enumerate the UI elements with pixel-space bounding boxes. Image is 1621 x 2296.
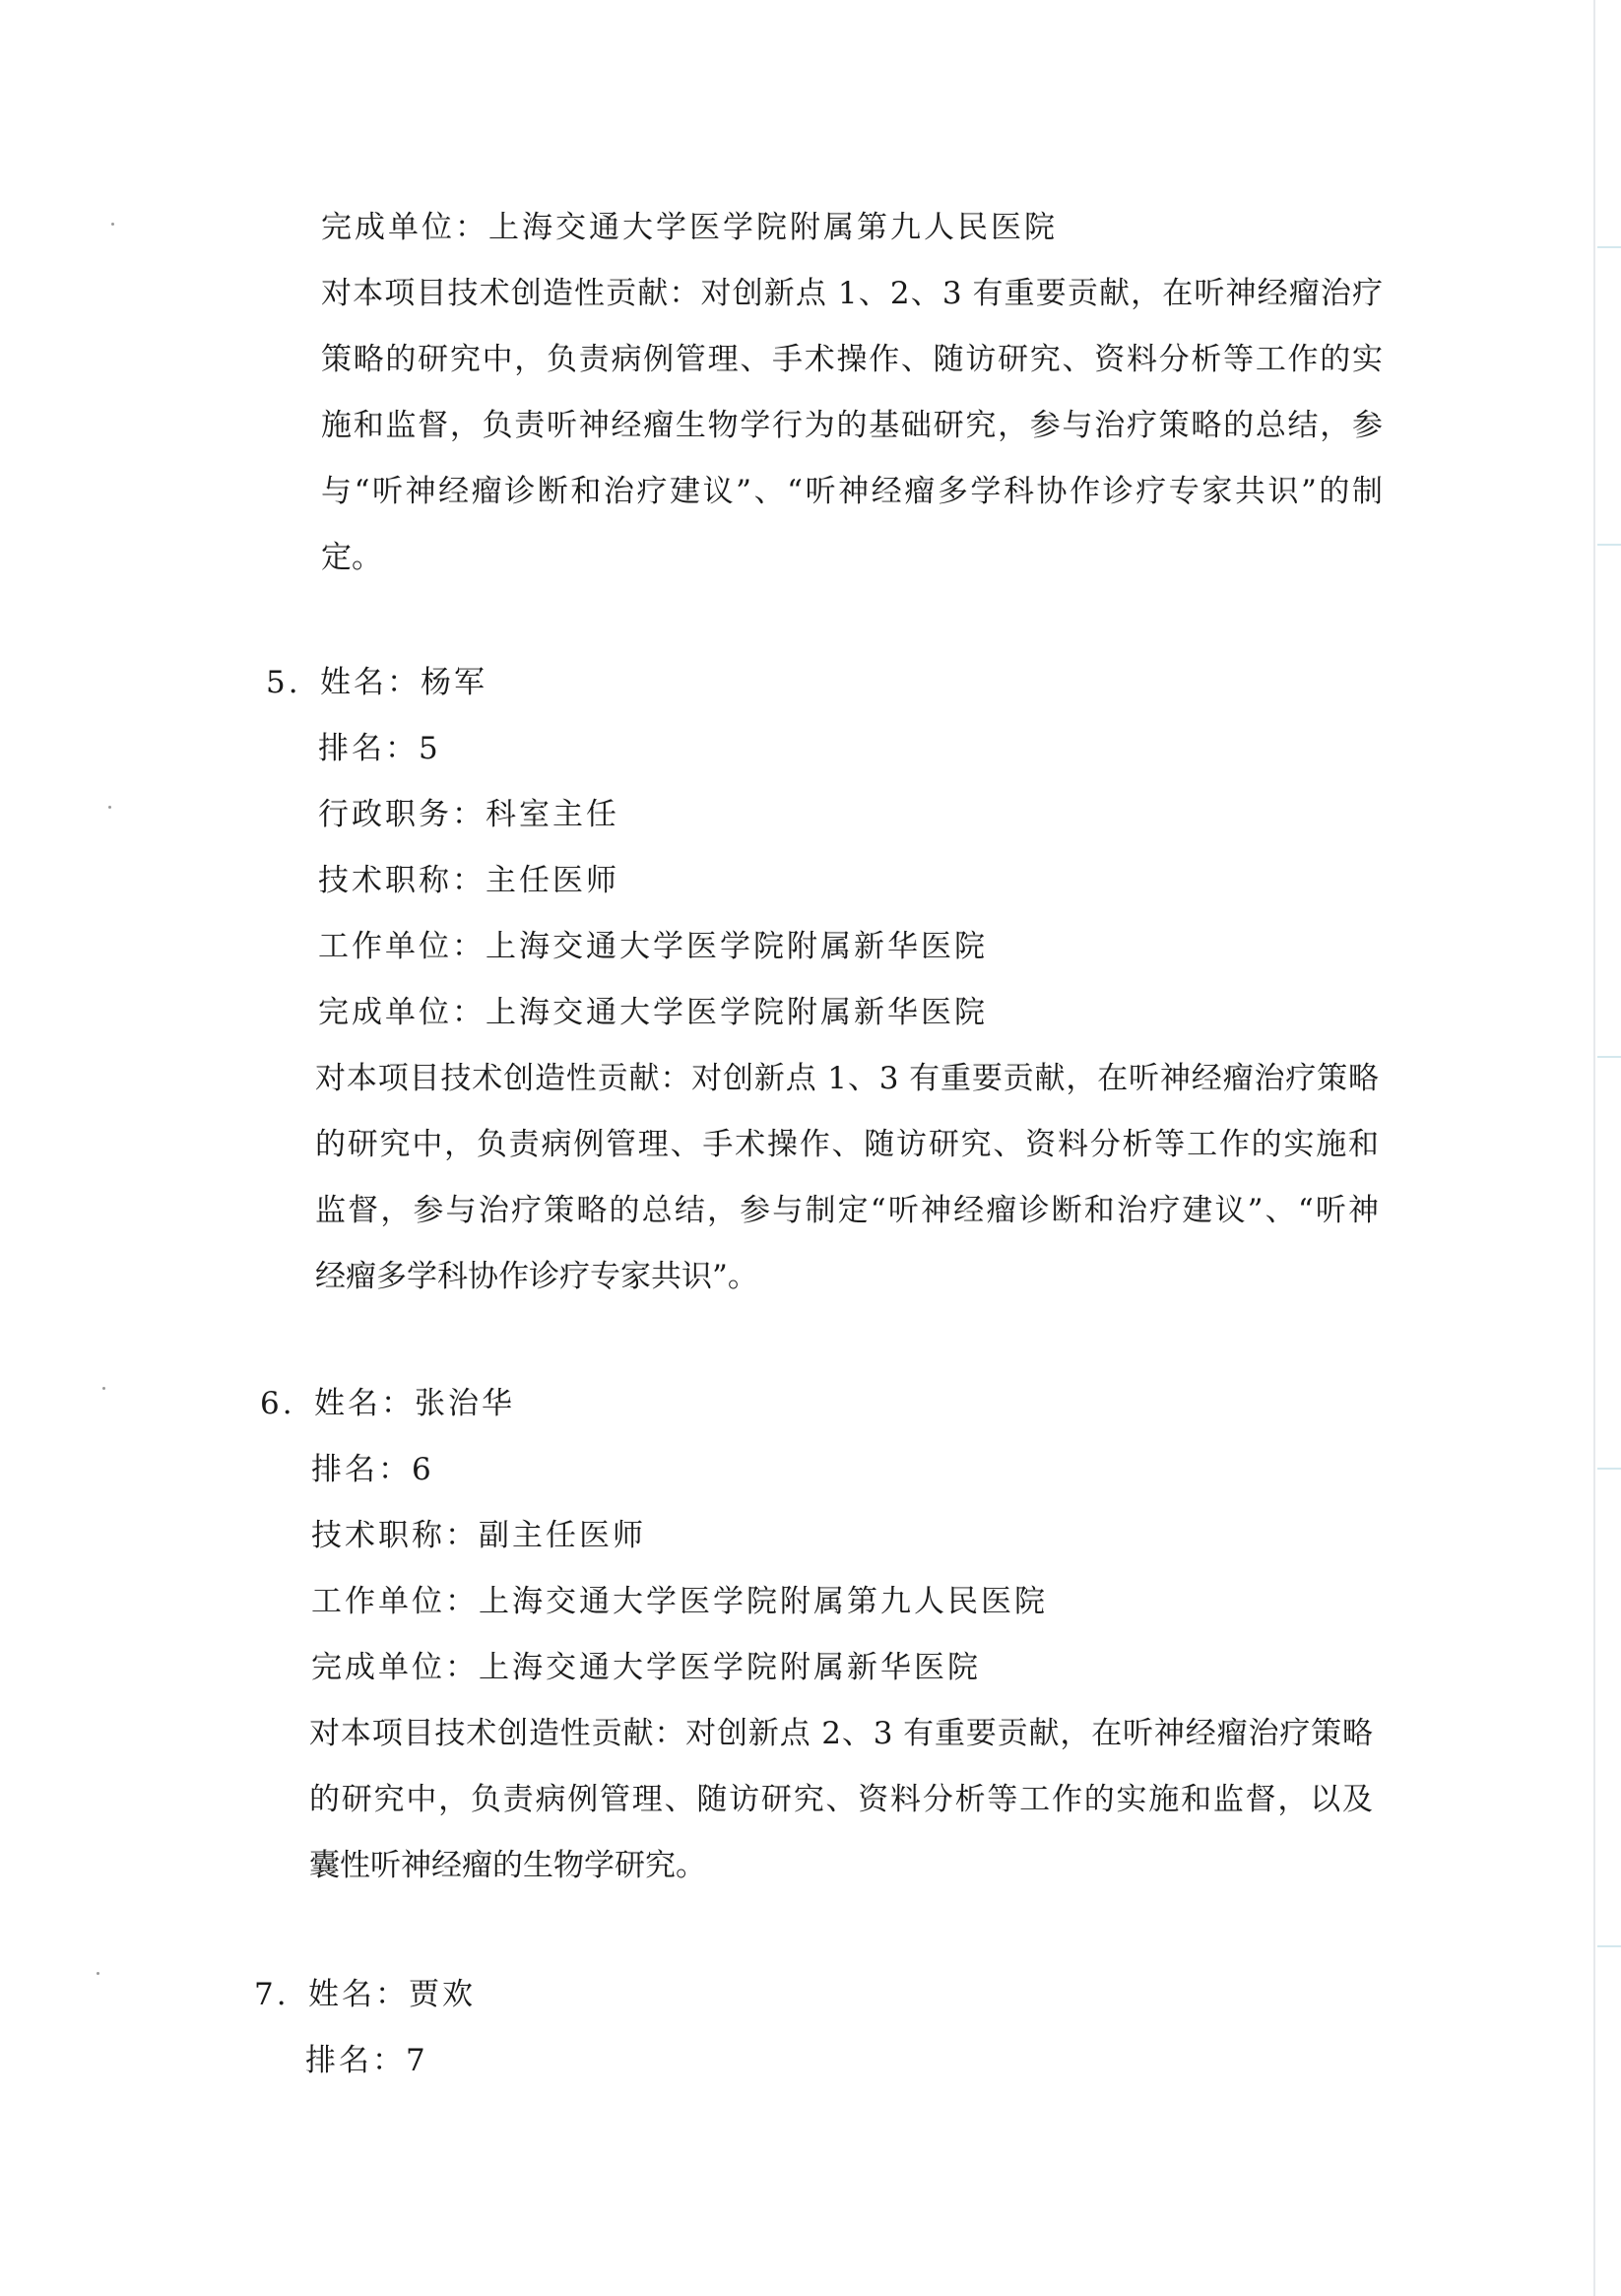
person7-number: 7. [254, 1977, 290, 2012]
contribution-line: 施和监督，负责听神经瘤生物学行为的基础研究，参与治疗策略的总结，参 [321, 408, 1383, 443]
person6-completion-unit: 完成单位：上海交通大学医学院附属新华医院 [311, 1650, 981, 1685]
contribution-line: 的研究中，负责病例管理、手术操作、随访研究、资料分析等工作的实施和 [315, 1127, 1379, 1162]
contribution-line: 定。 [321, 540, 382, 575]
contribution-line: 与“听神经瘤诊断和治疗建议”、“听神经瘤多学科协作诊疗专家共识”的制 [321, 474, 1383, 509]
contribution-line: 经瘤多学科协作诊疗专家共识”。 [315, 1259, 758, 1294]
person5-rank: 排名：5 [318, 731, 441, 766]
contribution-line: 策略的研究中，负责病例管理、手术操作、随访研究、资料分析等工作的实 [321, 342, 1383, 377]
contribution-top [321, 261, 1383, 591]
person6-work-unit: 工作单位：上海交通大学医学院附属第九人民医院 [311, 1584, 1048, 1619]
person6-tech-title: 技术职称：副主任医师 [311, 1518, 646, 1553]
scan-dot [108, 806, 111, 809]
person6-rank: 排名：6 [311, 1452, 434, 1487]
contribution-line: 对本项目技术创造性贡献：对创新点 1、2、3 有重要贡献，在听神经瘤治疗 [321, 276, 1383, 311]
scan-edge-line [1593, 0, 1595, 2296]
person7-name-line [254, 1962, 476, 2028]
contribution-line: 监督，参与治疗策略的总结，参与制定“听神经瘤诊断和治疗建议”、“听神 [315, 1193, 1379, 1228]
contribution-line: 对本项目技术创造性贡献：对创新点 2、3 有重要贡献，在听神经瘤治疗策略 [309, 1716, 1373, 1751]
scan-dot [102, 1387, 105, 1390]
person6-name: 姓名：张治华 [314, 1386, 515, 1421]
person5-contribution [315, 1046, 1379, 1310]
scan-dot [97, 1972, 99, 1975]
person5-number: 5. [266, 665, 301, 700]
person5-name-line [266, 650, 487, 716]
person5-name: 姓名：杨军 [320, 665, 487, 700]
scan-dot [111, 223, 114, 226]
person5-tech-title: 技术职称：主任医师 [318, 863, 619, 898]
person6-name-line [260, 1371, 515, 1437]
person5-admin-title: 行政职务：科室主任 [318, 797, 619, 832]
person5-completion-unit: 完成单位：上海交通大学医学院附属新华医院 [318, 995, 988, 1030]
person7-name: 姓名：贾欢 [308, 1977, 476, 2012]
contribution-line: 囊性听神经瘤的生物学研究。 [309, 1848, 706, 1883]
person6-number: 6. [260, 1386, 295, 1421]
contribution-line: 对本项目技术创造性贡献：对创新点 1、3 有重要贡献，在听神经瘤治疗策略 [315, 1061, 1379, 1096]
person6-contribution [309, 1701, 1373, 1899]
person5-work-unit: 工作单位：上海交通大学医学院附属新华医院 [318, 929, 988, 964]
person7-rank: 排名：7 [305, 2043, 428, 2078]
completion-unit-top: 完成单位：上海交通大学医学院附属第九人民医院 [321, 210, 1058, 245]
contribution-line: 的研究中，负责病例管理、随访研究、资料分析等工作的实施和监督，以及 [309, 1782, 1373, 1817]
